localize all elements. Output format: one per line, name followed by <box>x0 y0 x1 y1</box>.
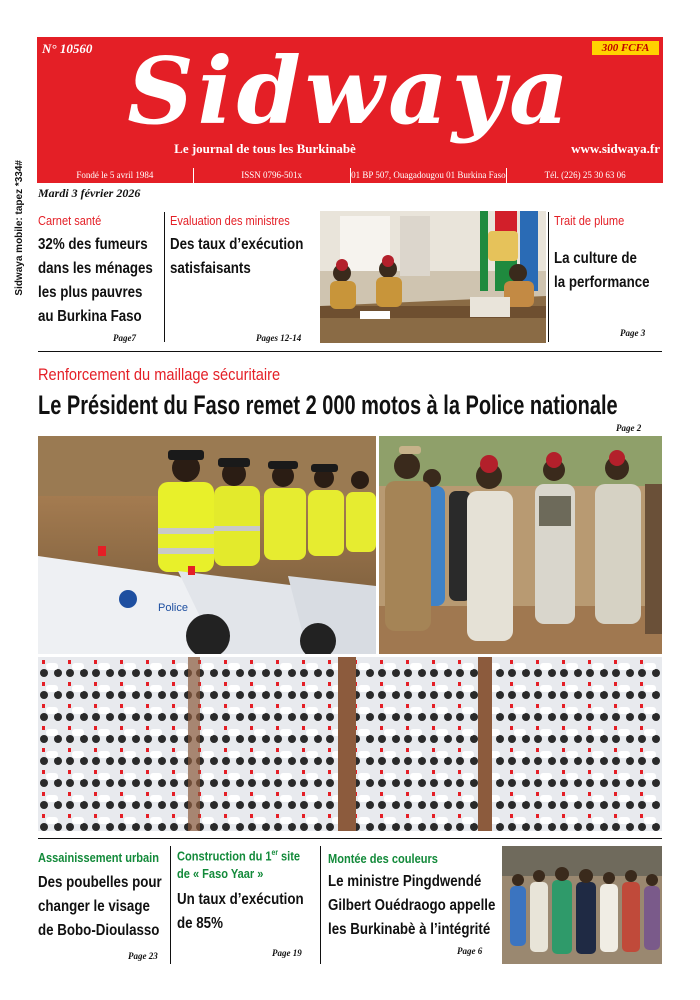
divider <box>548 212 549 342</box>
divider <box>164 212 165 342</box>
bottom-1-page: Page 23 <box>128 951 158 961</box>
tagline: Le journal de tous les Burkinabè <box>174 141 356 156</box>
website-link[interactable]: www.sidwaya.fr <box>571 141 660 156</box>
teaser-3-line: La culture de <box>554 250 637 267</box>
teaser-1-headline[interactable] <box>38 233 167 329</box>
issue-number: N° 10560 <box>42 41 93 56</box>
teaser-1-line: au Burkina Faso <box>38 308 142 325</box>
teaser-1-kicker: Carnet santé <box>38 213 102 228</box>
phone-info: Tél. (226) 25 30 63 06 <box>506 168 663 183</box>
teaser-3-line: la performance <box>554 274 650 291</box>
president-handshake-photo <box>379 436 662 654</box>
teaser-2-kicker: Evaluation des ministres <box>170 213 290 228</box>
bottom-1-kicker: Assainissement urbain <box>38 850 159 865</box>
bottom-1-line: de Bobo-Dioulasso <box>38 922 160 939</box>
police-label: Police <box>158 602 188 614</box>
price-badge: 300 FCFA <box>592 41 659 55</box>
teaser-2-line: satisfaisants <box>170 260 251 277</box>
bottom-2-line: Un taux d’exécution <box>177 891 304 908</box>
teaser-2-line: Des taux d’exécution <box>170 236 304 253</box>
bottom-3-line: Gilbert Ouédraogo appelle <box>328 897 496 914</box>
info-bar <box>37 168 663 183</box>
bottom-3-kicker: Montée des couleurs <box>328 851 438 866</box>
teaser-1-page: Page7 <box>113 333 136 343</box>
address-info: 01 BP 507, Ouagadougou 01 Burkina Faso <box>350 168 507 183</box>
teaser-3-headline[interactable] <box>554 247 666 295</box>
bottom-1-line: Des poubelles pour <box>38 874 162 891</box>
main-page: Page 2 <box>616 423 642 433</box>
newspaper-logo: Sidwaya <box>127 37 573 145</box>
bottom-2-kicker <box>177 848 300 863</box>
bottom-2-kicker-sup: er <box>271 848 278 857</box>
side-mobile-note: Sidwaya mobile: tapez *334# <box>14 160 25 296</box>
bottom-1-line: changer le visage <box>38 898 150 915</box>
ministers-meeting-photo <box>320 211 546 343</box>
motorcycle-fleet-photo <box>38 657 662 831</box>
bottom-2-kicker-text: site <box>277 848 301 864</box>
bottom-2-line: de 85% <box>177 915 223 932</box>
teaser-1-line: 32% des fumeurs <box>38 236 148 253</box>
founded-info: Fondé le 5 avril 1984 <box>76 170 154 180</box>
police-officers-photo <box>38 436 376 654</box>
bottom-3-line: Le ministre Pingdwendé <box>328 873 482 890</box>
teaser-3-page: Page 3 <box>620 328 646 338</box>
bottom-3-headline[interactable] <box>328 870 500 942</box>
teaser-1-line: les plus pauvres <box>38 284 143 301</box>
issn-info: ISSN 0796-501x <box>193 168 350 183</box>
section-divider <box>38 838 662 839</box>
teaser-2-page: Pages 12-14 <box>256 333 302 343</box>
bottom-3-line: les Burkinabè à l’intégrité <box>328 921 491 938</box>
bottom-2-kicker-text: Construction du 1 <box>177 848 272 864</box>
teaser-2-headline[interactable] <box>170 233 321 281</box>
main-headline[interactable]: Le Président du Faso remet 2 000 motos à la Police nationale <box>38 390 618 420</box>
divider <box>170 846 171 964</box>
bottom-2-kicker2: de « Faso Yaar » <box>177 866 264 881</box>
main-kicker: Renforcement du maillage sécuritaire <box>38 365 281 384</box>
bottom-1-headline[interactable] <box>38 871 171 943</box>
divider <box>320 846 321 964</box>
issue-date: Mardi 3 février 2026 <box>38 186 141 200</box>
bottom-2-page: Page 19 <box>272 948 302 958</box>
teaser-3-kicker: Trait de plume <box>554 213 625 228</box>
bottom-2-headline[interactable] <box>177 888 315 936</box>
section-divider <box>38 351 662 352</box>
flag-ceremony-photo <box>502 846 662 964</box>
teaser-1-line: dans les ménages <box>38 260 153 277</box>
bottom-3-page: Page 6 <box>457 946 483 956</box>
